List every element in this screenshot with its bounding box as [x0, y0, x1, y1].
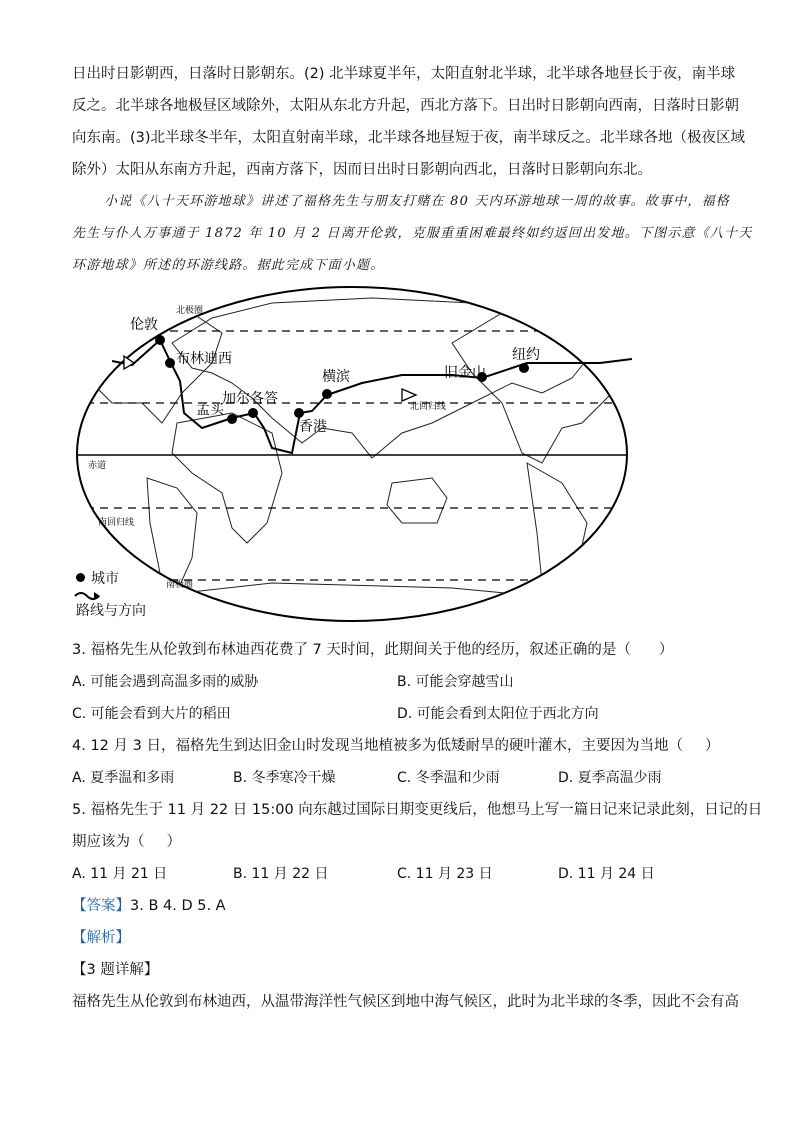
city-label-london: 伦敦 [130, 317, 158, 333]
city-label-hongkong: 香港 [299, 419, 327, 435]
q5-option-b[interactable]: B. 11 月 22 日 [233, 866, 329, 882]
label-antarctic-circle: 南极圈 [166, 580, 194, 590]
city-bombay-dot [227, 414, 237, 424]
label-tropic-north: 北回归线 [410, 402, 447, 412]
detail-label: 【3 题详解】 [72, 962, 159, 978]
q3-option-c[interactable]: C. 可能会看到大片的稻田 [72, 706, 231, 722]
legend-city [76, 568, 119, 588]
detail-text: 福格先生从伦敦到布林迪西，从温带海洋性气候区到地中海气候区，此时为北半球的冬季，因此不会有高 [72, 994, 739, 1010]
answer-text: 3. B 4. D 5. A [130, 898, 226, 914]
label-arctic-circle: 北极圈 [176, 306, 204, 316]
answer-line [72, 896, 226, 916]
q5-stem-line-1: 5. 福格先生于 11 月 22 日 15:00 向东越过国际日期变更线后，他想马上写一篇日记来记录此刻，日记的日 [72, 802, 763, 818]
city-yokohama-dot [322, 389, 332, 399]
q4-option-d[interactable]: D. 夏季高温少雨 [558, 770, 662, 786]
city-label-brindisi: 布林迪西 [176, 351, 232, 367]
q3-stem: 3. 福格先生从伦敦到布林迪西花费了 7 天时间，此期间关于他的经历，叙述正确的是（ ） [72, 642, 674, 658]
q4-option-a[interactable]: A. 夏季温和多雨 [72, 770, 175, 786]
world-route-map [72, 283, 632, 625]
city-calcutta-dot [248, 408, 258, 418]
intro-line-3: 向东南。(3)北半球冬半年，太阳直射南半球，北半球各地昼短于夜，南半球反之。北半球各地（极夜区域 [72, 130, 746, 146]
q3-option-a[interactable]: A. 可能会遇到高温多雨的威胁 [72, 674, 259, 690]
q5-stem-line-2: 期应该为（ ） [72, 834, 181, 850]
analysis-label: 【解析】 [72, 930, 130, 946]
intro-line-1: 日出时日影朝西，日落时日影朝东。(2) 北半球夏半年，太阳直射北半球，北半球各地昼长于夜，南半球 [72, 66, 736, 82]
city-hongkong-dot [294, 408, 304, 418]
material-line-1: 小说《八十天环游地球》讲述了福格先生与朋友打赌在 80 天内环游地球一周的故事。故事中，福格 [104, 194, 731, 209]
intro-line-4: 除外）太阳从东南方升起，西南方落下，因而日出时日影朝向西北，日落时日影朝向东北。 [72, 162, 652, 178]
legend-city-dot [76, 573, 85, 582]
q3-option-b[interactable]: B. 可能会穿越雪山 [397, 674, 514, 690]
q4-option-b[interactable]: B. 冬季寒冷干燥 [233, 770, 336, 786]
legend-city-label: 城市 [91, 571, 119, 587]
label-tropic-south: 南回归线 [98, 518, 135, 528]
city-label-calcutta: 加尔各答 [222, 391, 278, 407]
material-line-3: 环游地球》所述的环游线路。据此完成下面小题。 [72, 258, 385, 273]
q5-option-d[interactable]: D. 11 月 24 日 [558, 866, 655, 882]
label-equator: 赤道 [88, 461, 107, 471]
city-label-sanfrancisco: 旧金山 [444, 365, 486, 381]
legend-route-label: 路线与方向 [76, 603, 146, 619]
q3-option-d[interactable]: D. 可能会看到太阳位于西北方向 [397, 706, 599, 722]
city-brindisi-dot [165, 358, 175, 368]
q4-stem: 4. 12 月 3 日，福格先生到达旧金山时发现当地植被多为低矮耐旱的硬叶灌木，主要因为当地（ ） [72, 738, 720, 754]
answer-label: 【答案】 [72, 898, 130, 914]
city-label-bombay: 孟买 [196, 402, 224, 418]
city-label-yokohama: 横滨 [322, 369, 350, 385]
city-newyork-dot [519, 363, 529, 373]
q4-option-c[interactable]: C. 冬季温和少雨 [397, 770, 500, 786]
city-label-newyork: 纽约 [512, 347, 540, 363]
intro-line-2: 反之。北半球各地极昼区域除外，太阳从东北方升起，西北方落下。日出时日影朝向西南，日落时日影朝 [72, 98, 739, 114]
material-line-2: 先生与仆人万事通于 1872 年 10 月 2 日离开伦敦，克服重重困难最终如约返回出发地。下图示意《八十天 [72, 226, 753, 241]
city-london-dot [155, 335, 165, 345]
q5-option-a[interactable]: A. 11 月 21 日 [72, 866, 168, 882]
q5-option-c[interactable]: C. 11 月 23 日 [397, 866, 493, 882]
